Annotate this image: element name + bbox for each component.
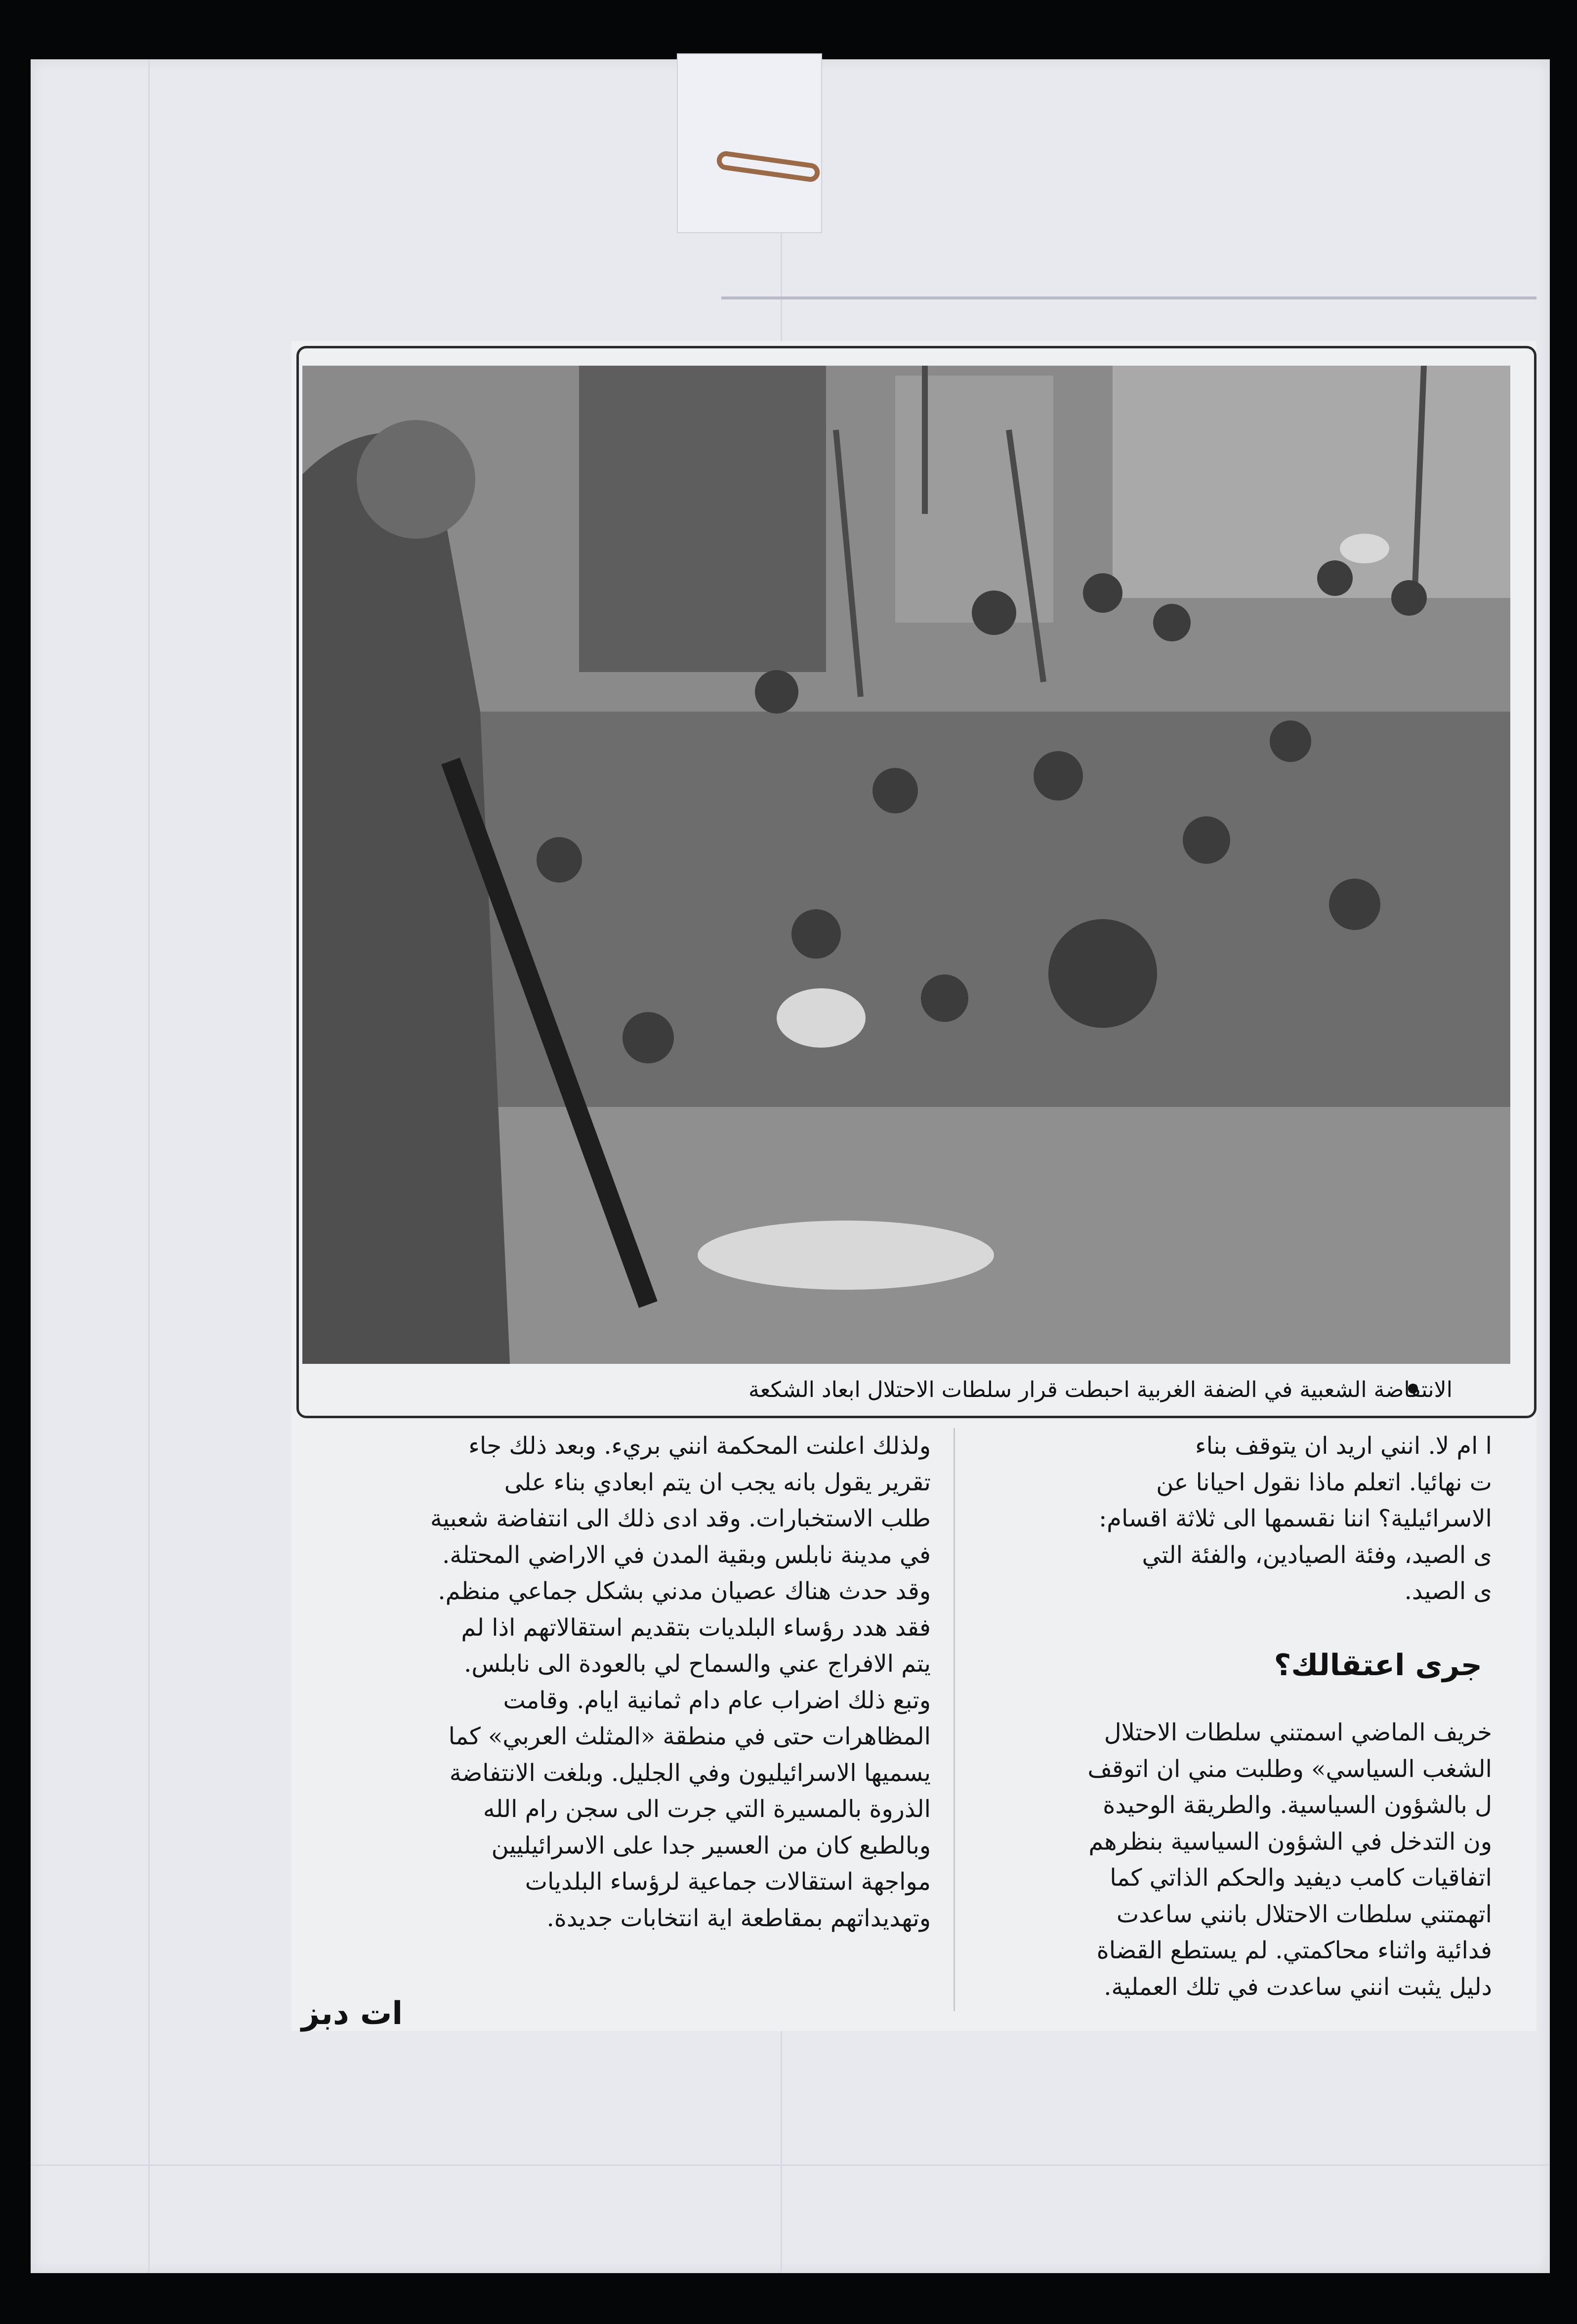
photo-caption: الانتفاضة الشعبية في الضفة الغربية احبطت قرار سلطات الاحتلال ابعاد الشكعة — [748, 1377, 1452, 1402]
article-line: ت نهائيا. اتعلم ماذا نقول احيانا عن — [1156, 1468, 1492, 1496]
article-line: فدائية واثناء محاكمتي. لم يستطع القضاة — [1096, 1937, 1492, 1964]
article-line: يسميها الاسرائيليون وفي الجليل. وبلغت الانتفاضة — [449, 1759, 931, 1787]
article-line: وتهديداتهم بمقاطعة اية انتخابات جديدة. — [546, 1904, 931, 1932]
article-column-right-bottom — [983, 1715, 1492, 2005]
article-line: المظاهرات حتى في منطقة «المثلث العربي» كما — [448, 1723, 931, 1750]
article-column-right-top — [983, 1428, 1492, 1610]
article-line: ى الصيد. — [1404, 1577, 1492, 1605]
article-line: الاسرائيلية؟ اننا نقسمها الى ثلاثة اقسام: — [1099, 1505, 1492, 1532]
article-line: اتهمتني سلطات الاحتلال بانني ساعدت — [1117, 1900, 1492, 1928]
article-line: ل بالشؤون السياسية. والطريقة الوحيدة — [1103, 1791, 1492, 1819]
photo-frame — [296, 346, 1536, 1418]
article-line: وتبع ذلك اضراب عام دام ثمانية ايام. وقامت — [503, 1686, 931, 1714]
article-byline: ات دبز — [301, 1995, 403, 2032]
paper-fold-line — [148, 59, 150, 2273]
article-line: دليل يثبت انني ساعدت في تلك العملية. — [1104, 1973, 1492, 2001]
article-line: في مدينة نابلس وبقية المدن في الاراضي المحتلة. — [442, 1541, 931, 1569]
article-line: وبالطبع كان من العسير جدا على الاسرائيليين — [491, 1831, 931, 1859]
article-line: الشغب السياسي» وطلبت مني ان اتوقف — [1087, 1755, 1492, 1783]
paper-tab — [677, 53, 822, 233]
article-line: مواجهة استقالات جماعية لرؤساء البلديات — [525, 1868, 931, 1896]
article-line: ى الصيد، وفئة الصيادين، والفئة التي — [1142, 1541, 1492, 1569]
article-line: فقد هدد رؤساء البلديات بتقديم استقالاتهم اذا لم — [461, 1613, 931, 1642]
article-line: وقد حدث هناك عصيان مدني بشكل جماعي منظم. — [438, 1577, 931, 1605]
article-line: ون التدخل في الشؤون السياسية بنظرهم — [1088, 1827, 1492, 1856]
article-line: يتم الافراج عني والسماح لي بالعودة الى نابلس. — [464, 1650, 931, 1678]
article-line: الذروة بالمسيرة التي جرت الى سجن رام الله — [483, 1795, 931, 1823]
article-line: خريف الماضي اسمتني سلطات الاحتلال — [1104, 1719, 1492, 1746]
column-divider — [954, 1428, 955, 2011]
tape-edge — [721, 296, 1536, 299]
article-line: اتفاقيات كامب ديفيد والحكم الذاتي كما — [1110, 1864, 1492, 1892]
article-line: ولذلك اعلنت المحكمة انني بريء. وبعد ذلك جاء — [468, 1432, 931, 1460]
article-column-left — [298, 1428, 931, 1937]
paper-fold-line — [31, 2164, 1550, 2166]
article-subheading: جرى اعتقالك؟ — [1274, 1648, 1482, 1683]
article-line: ا ام لا. انني اريد ان يتوقف بناء — [1195, 1432, 1492, 1460]
article-line: تقرير يقول بانه يجب ان يتم ابعادي بناء على — [504, 1468, 931, 1496]
article-line: طلب الاستخبارات. وقد ادى ذلك الى انتفاضة شعبية — [430, 1505, 931, 1532]
